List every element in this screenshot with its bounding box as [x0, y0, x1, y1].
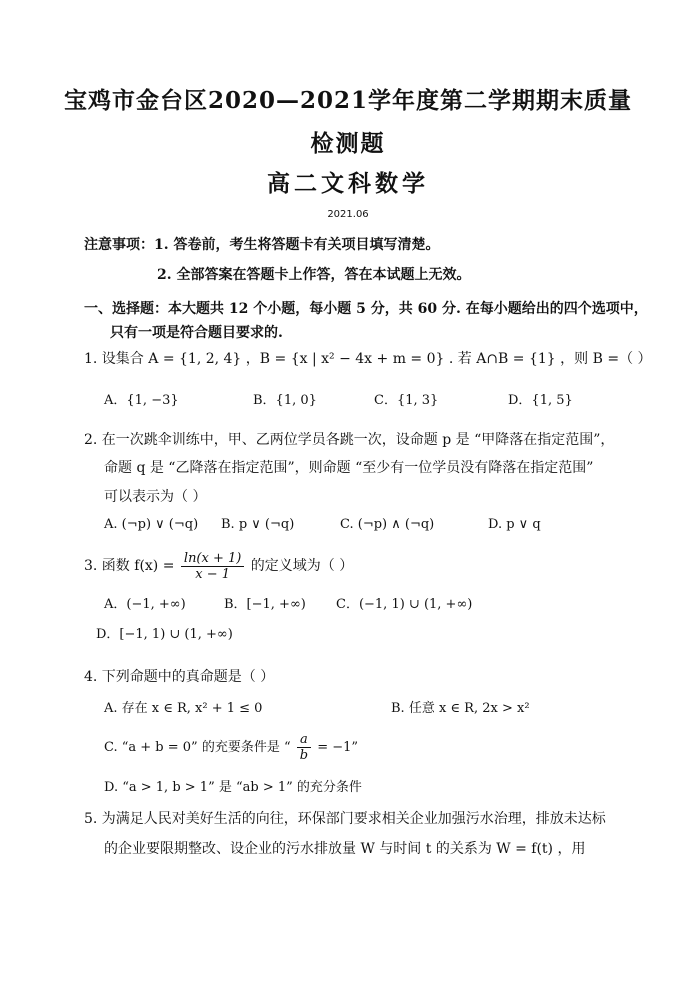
exam-date: 2021.06 — [327, 209, 369, 220]
exam-title-line1: 宝鸡市金台区2020—2021学年度第二学期期末质量 — [63, 87, 633, 114]
question-2-option-c: C. (¬p) ∧ (¬q) — [340, 517, 435, 532]
question-3-fraction — [181, 551, 244, 582]
question-2-option-a: A. (¬p) ∨ (¬q) — [104, 517, 199, 532]
question-4-stem: 4. 下列命题中的真命题是（ ） — [84, 669, 275, 685]
question-4-option-c — [104, 731, 358, 765]
exam-subject-title: 高二文科数学 — [267, 170, 429, 197]
question-3-stem-suffix: 的定义域为（ ） — [250, 558, 354, 574]
note-2: 2. 全部答案在答题卡上作答，答在本试题上无效。 — [157, 267, 471, 283]
question-2-stem-line1: 2. 在一次跳伞训练中，甲、乙两位学员各跳一次，设命题 p 是 “甲降落在指定范围”， — [84, 432, 615, 448]
question-4-option-c-prefix: C. “a + b = 0” 的充要条件是 “ — [104, 740, 291, 755]
question-4-option-c-fraction — [297, 732, 311, 763]
question-4-option-b: B. 任意 x ∈ R, 2x > x² — [391, 701, 530, 716]
question-3-option-a: A．(−1, +∞) — [104, 597, 186, 612]
question-3-option-c: C．(−1, 1) ∪ (1, +∞) — [336, 597, 473, 612]
question-2-stem-line3: 可以表示为（ ） — [104, 489, 207, 505]
question-3-fraction-denominator: x − 1 — [195, 566, 230, 582]
question-4-option-d: D. “a > 1, b > 1” 是 “ab > 1” 的充分条件 — [104, 780, 362, 795]
question-4-option-a: A. 存在 x ∈ R, x² + 1 ≤ 0 — [104, 701, 263, 716]
question-2-stem-line2: 命题 q 是 “乙降落在指定范围”，则命题 “至少有一位学员没有降落在指定范围” — [104, 460, 594, 476]
question-3-fraction-numerator: ln(x + 1) — [181, 551, 244, 567]
question-1-option-c: C．{1, 3} — [374, 393, 439, 408]
exam-title-line2: 检测题 — [310, 130, 386, 157]
question-5-stem-line1: 5. 为满足人民对美好生活的向往，环保部门要求相关企业加强污水治理，排放未达标 — [84, 811, 606, 827]
question-3-stem-prefix: 3. 函数 f(x) = — [84, 558, 175, 574]
question-1-stem: 1. 设集合 A = {1, 2, 4} ，B = {x | x² − 4x + m = 0} . 若 A∩B = {1} ，则 B =（ ） — [84, 351, 652, 367]
question-2-option-b: B. p ∨ (¬q) — [221, 517, 295, 532]
question-3-option-b: B．[−1, +∞) — [224, 597, 306, 612]
section-heading-line2: 只有一项是符合题目要求的. — [110, 325, 283, 341]
question-5-stem-line2: 的企业要限期整改、设企业的污水排放量 W 与时间 t 的关系为 W = f(t) ，用 — [104, 841, 586, 857]
question-4-option-c-suffix: = −1” — [317, 740, 359, 755]
question-1-option-d: D．{1, 5} — [508, 393, 573, 408]
question-3-option-d: D．[−1, 1) ∪ (1, +∞) — [96, 627, 233, 642]
question-4-option-c-numerator: a — [297, 732, 311, 748]
question-2-option-d: D. p ∨ q — [488, 517, 541, 532]
question-1-option-b: B．{1, 0} — [253, 393, 317, 408]
question-3-stem — [84, 549, 353, 583]
note-1: 注意事项：1. 答卷前，考生将答题卡有关项目填写清楚。 — [84, 237, 440, 253]
section-heading-line1: 一、选择题：本大题共 12 个小题，每小题 5 分，共 60 分. 在每小题给出的四个选项中， — [84, 301, 648, 317]
question-4-option-c-denominator: b — [299, 748, 309, 763]
question-1-option-a: A．{1, −3} — [104, 393, 179, 408]
